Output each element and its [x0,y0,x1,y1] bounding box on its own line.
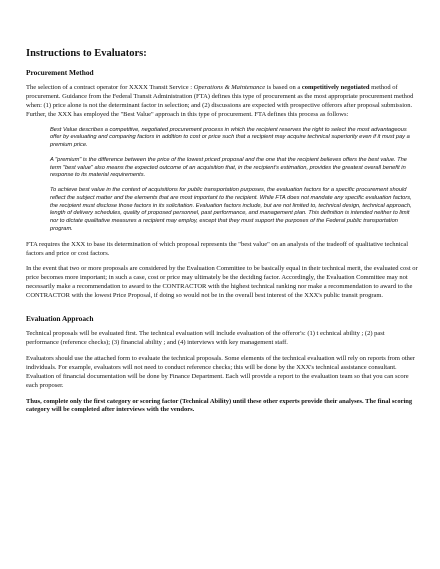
procurement-intro-paragraph [26,84,418,120]
closing-instructions: Thus, complete only the first category or scoring factor (Technical Ability) until these other experts provide their analyses. The final scoring category will be completed after interviews with the vendors. [26,397,413,414]
document-title: Instructions to Evaluators: [26,48,147,59]
fta-definition-quote-3: To achieve best value in the context of acquisitions for public transportation purposes, the evaluation factors for a specific procurement should reflect the subject matter and the elements that are most important to the recipient. While FTA does not mandate any specific evaluation factors, the recipient must disclose those factors in its solicitation. Evaluation factors include, but are not limited to, technical design, technical approach, length of delivery schedules, quality of proposed personnel, past performance, and management plan. This definition is intended neither to limit nor to dictate qualitative measures a recipient may employ, except that they must support the purposes of the Federal public transportation program. [50,187,412,232]
evaluation-approach-paragraph-1: Technical proposals will be evaluated first. The technical evaluation will include evaluation of the offeror's: (1) t echnical ability ; (2) past performance (reference checks); (3) financial ability ; and (4) interviews with key management staff. [26,330,385,346]
intro-bold-term: competitively negotiated [301,84,370,91]
intro-service-name: Operations & Maintenance [193,84,266,91]
fta-definition-quote-1: Best Value describes a competitive, negotiated procurement process in which the recipient reserves the right to select the most advantageous offer by evaluating and comparing factors in addition to cost or price such that a recipient may acquire technical superiority even if it must pay a premium price. [50,126,410,149]
document-page [26,48,418,415]
equal-merit-paragraph: In the event that two or more proposals are considered by the Evaluation Committee to be basically equal in their technical merit, the evaluated cost or price becomes more important; in such a case, cost or price may ultimately be the deciding factor. Accordingly, the Evaluation Committee may not necessarily make a recommendation to award to the CONTRACTOR with the highest technical ranking nor make a recommendation to award to the CONTRACTOR with the lowest Price Proposal, if doing so would not be in the overall best interest of the XXX's public transit program. [26,265,418,300]
intro-text-part2: is based on a [265,84,302,91]
evaluation-approach-heading: Evaluation Approach [26,314,94,324]
fta-requirement-paragraph: FTA requires the XXX to base its determination of which proposal represents the "best value" on an analysis of the tradeoff of qualitative technical factors and price or cost factors. [26,240,409,257]
intro-text-part3: method of procurement. Guidance from the Federal Transit Administration (FTA) defines this type of procurement as the most appropriate procurement method when: (1) price alone is not the determinant factor in selection; and (2) discussions are expected with prospective offerors after proposal submission. Further, the XXX has employed the "Best Value" approach in this type of procurement. FTA defines this process as follows: [26,84,414,118]
procurement-method-heading: Procurement Method [26,68,94,77]
fta-definition-quote-2: A "premium" is the difference between the price of the lowest priced proposal and the one that the recipient believes offers the best value. The term "best value" also means the expected outcome of an acquisition that, in the recipient's estimation, provides the greatest overall benefit in response to its material requirements. [50,156,407,179]
intro-text-part1: The selection of a contract operator for XXXX Transit Service : [26,84,194,91]
evaluation-approach-paragraph-2: Evaluators should use the attached form to evaluate the technical proposals. Some elements of the technical evaluation will rely on reports from other individuals. For example, evaluators will not need to conduct reference checks; this will be done by the XXX's technical assistance consultant. Evaluation of financial documentation will be done by Finance Department. Each will provide a report to the evaluation team so that you can score each proposer. [26,354,415,389]
